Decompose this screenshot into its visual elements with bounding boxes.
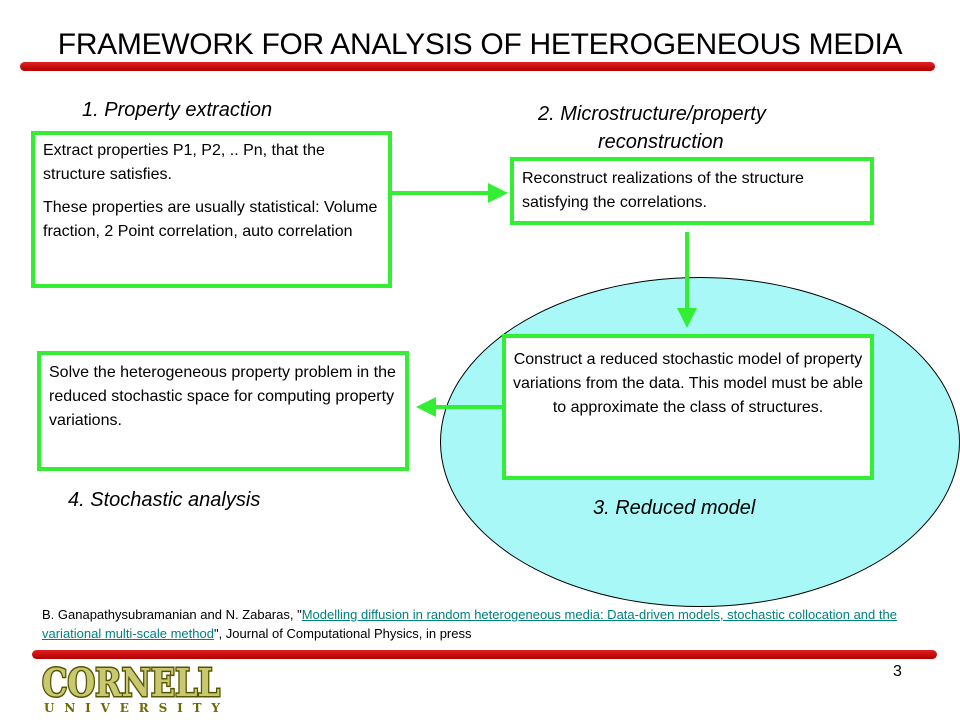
- cornell-logo: [38, 660, 228, 715]
- step-4-label: 4. Stochastic analysis: [68, 489, 261, 511]
- citation-journal: ", Journal of Computational Physics, in press: [213, 626, 472, 641]
- footer-bar: [32, 650, 937, 659]
- logo-university: U N I V E R S I T Y: [44, 701, 220, 715]
- page-number: 3: [893, 663, 902, 680]
- step-3-label: 3. Reduced model: [593, 497, 756, 519]
- reconstruct-text: Reconstruct realizations of the structure satisfying the correlations.: [522, 170, 804, 211]
- reduced-text: Construct a reduced stochastic model of property variations from the data. This model must be able to approximate the class of structures.: [512, 351, 864, 416]
- citation-link[interactable]: Modelling diffusion in random heterogeneous media: Data-driven models, stochastic collocation and the variational multi-scale method: [42, 607, 897, 641]
- slide-title: FRAMEWORK FOR ANALYSIS OF HETEROGENEOUS MEDIA: [57, 28, 903, 61]
- solve-text: Solve the heterogeneous property problem in the reduced stochastic space for computing property variations.: [49, 364, 396, 429]
- logo-wordmark: CORNELL: [42, 660, 220, 705]
- extract-text-2: These properties are usually statistical: Volume fraction, 2 Point correlation, auto correlation: [43, 199, 378, 240]
- extract-text-1: Extract properties P1, P2, .. Pn, that the structure satisfies.: [43, 142, 325, 183]
- citation: [42, 605, 902, 643]
- step-1-label: 1. Property extraction: [82, 99, 273, 121]
- step-2-label-line-1: 2. Microstructure/property: [538, 103, 766, 125]
- svg-text:CORNELL: CORNELL: [42, 660, 220, 705]
- citation-authors: B. Ganapathysubramanian and N. Zabaras, ": [42, 607, 302, 622]
- step-2-label-line-2: reconstruction: [598, 131, 724, 153]
